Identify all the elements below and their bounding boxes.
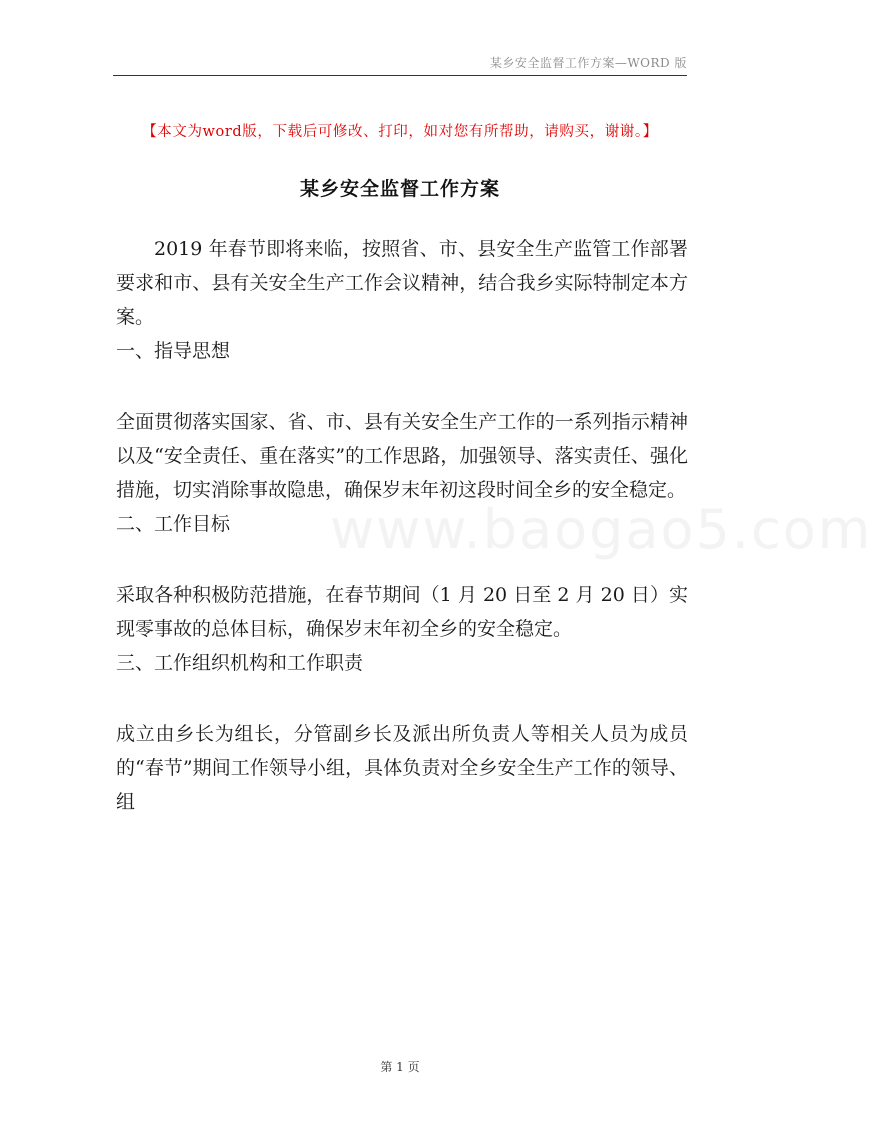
download-notice: 【本文为word版，下载后可修改、打印，如对您有所帮助，请购买，谢谢。】 bbox=[142, 124, 658, 140]
section-heading: 二、工作目标 bbox=[116, 513, 231, 535]
document-body bbox=[116, 232, 688, 819]
section-paragraph: 采取各种积极防范措施，在春节期间（1 月 20 日至 2 月 20 日）实现零事故的总体目标，确保岁末年初全乡的安全稳定。 bbox=[116, 584, 688, 640]
running-title: 某乡安全监督工作方案—WORD 版 bbox=[489, 56, 687, 70]
page-header bbox=[113, 52, 687, 74]
watermark: www.baogao5.com bbox=[330, 498, 872, 561]
header-rule bbox=[113, 75, 687, 76]
section-heading: 三、工作组织机构和工作职责 bbox=[116, 652, 364, 674]
section-heading: 一、指导思想 bbox=[116, 340, 231, 362]
section-paragraph: 全面贯彻落实国家、省、市、县有关安全生产工作的一系列指示精神以及“安全责任、重在落实”的工作思路，加强领导、落实责任、强化措施，切实消除事故隐患，确保岁末年初这段时间全乡的安全稳定。 bbox=[116, 411, 688, 501]
section-paragraph: 成立由乡长为组长，分管副乡长及派出所负责人等相关人员为成员的“春节”期间工作领导小组，具体负责对全乡安全生产工作的领导、组 bbox=[116, 723, 688, 813]
document-title: 某乡安全监督工作方案 bbox=[299, 178, 500, 200]
intro-paragraph: 2019 年春节即将来临，按照省、市、县安全生产监管工作部署要求和市、县有关安全生产工作会议精神，结合我乡实际特制定本方案。 bbox=[116, 238, 688, 328]
page-number: 第 1 页 bbox=[380, 1060, 420, 1074]
